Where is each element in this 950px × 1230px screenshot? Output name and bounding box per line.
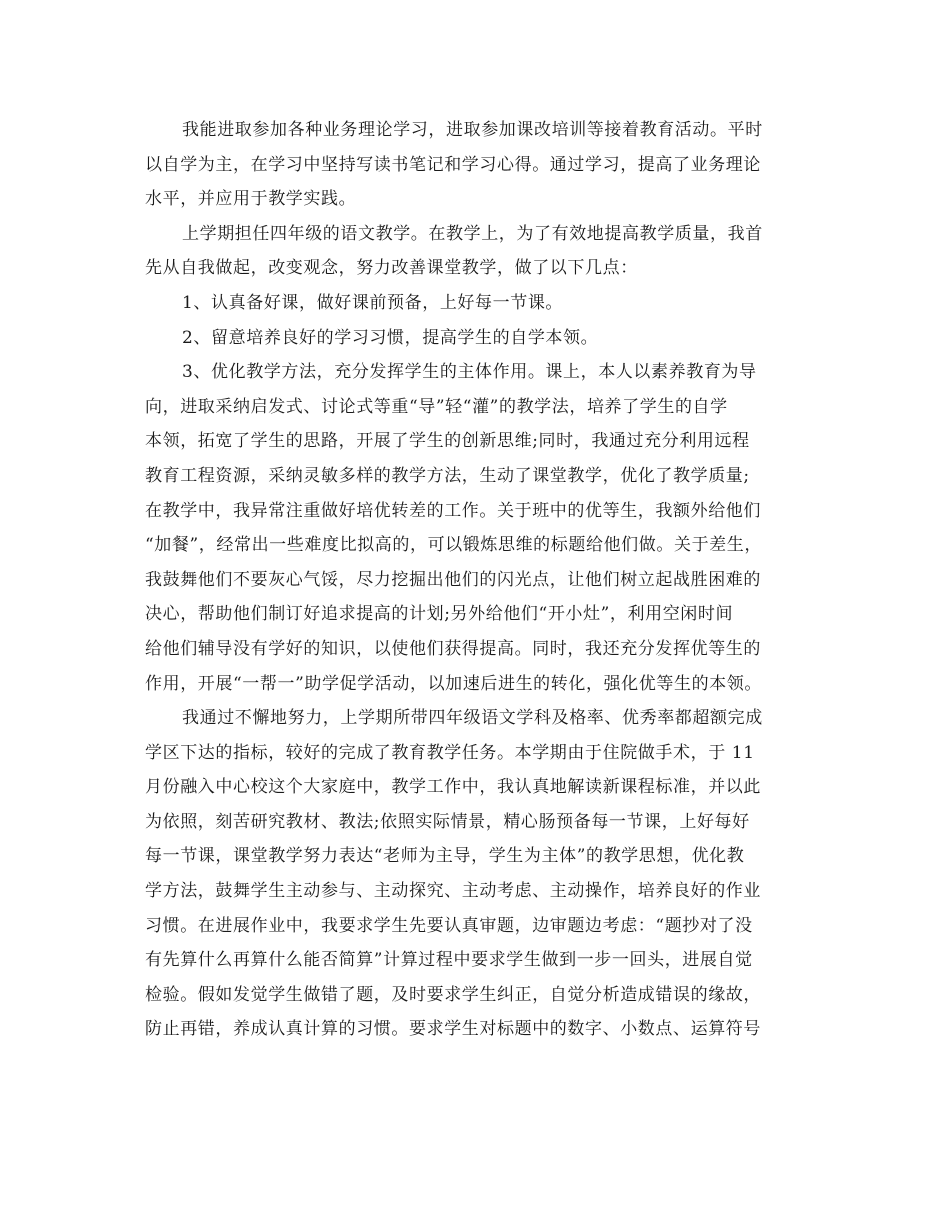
text-line: 学区下达的指标，较好的完成了教育教学任务。本学期由于住院做手术，于 11 (145, 742, 755, 763)
text-line: 1、认真备好课，做好课前预备，上好每一节课。 (182, 292, 564, 313)
text-line: 给他们辅导没有学好的知识，以使他们获得提高。同时，我还充分发挥优等生的 (145, 638, 761, 659)
text-line: 决心，帮助他们制订好追求提高的计划;另外给他们“开小灶”，利用空闲时间 (145, 604, 734, 625)
text-line: 习惯。在进展作业中，我要求学生先要认真审题，边审题边考虑：“题抄对了没 (145, 915, 753, 936)
text-line: 月份融入中心校这个大家庭中，教学工作中，我认真地解读新课程标准，并以此 (145, 777, 761, 798)
text-line: 向，进取采纳启发式、讨论式等重“导”轻“灌”的教学法，培养了学生的自学 (145, 396, 728, 417)
text-line: 作用，开展“一帮一”助学促学活动，以加速后进生的转化，强化优等生的本领。 (145, 673, 762, 694)
text-line: 教育工程资源，采纳灵敏多样的教学方法，生动了课堂教学，优化了教学质量; (145, 465, 750, 486)
text-line: 有先算什么再算什么能否简算”计算过程中要求学生做到一步一回头，进展自觉 (145, 950, 753, 971)
text-line: 本领，拓宽了学生的思路，开展了学生的创新思维;同时，我通过充分利用远程 (145, 431, 750, 452)
text-line: 2、留意培养良好的学习习惯，提高学生的自学本领。 (182, 327, 599, 348)
text-line: 3、优化教学方法，充分发挥学生的主体作用。课上，本人以素养教育为导 (182, 362, 757, 383)
text-line: 检验。假如发觉学生做错了题，及时要求学生纠正，自觉分析造成错误的缘故， (145, 984, 761, 1005)
document-body (145, 113, 810, 1047)
text-line: 每一节课，课堂教学努力表达“老师为主导，学生为主体”的教学思想，优化教 (145, 846, 745, 867)
text-line: 我鼓舞他们不要灰心气馁，尽力挖掘出他们的闪光点，让他们树立起战胜困难的 (145, 569, 761, 590)
text-line: 在教学中，我异常注重做好培优转差的工作。关于班中的优等生，我额外给他们 (145, 500, 761, 521)
text-line: 以自学为主，在学习中坚持写读书笔记和学习心得。通过学习，提高了业务理论 (145, 154, 761, 175)
text-line: 为依照，刻苦研究教材、教法;依照实际情景，精心肠预备每一节课，上好每好 (145, 811, 750, 832)
text-line: 水平，并应用于教学实践。 (145, 189, 357, 210)
text-line: 上学期担任四年级的语文教学。在教学上，为了有效地提高教学质量，我首 (182, 223, 763, 244)
text-line: 学方法，鼓舞学生主动参与、主动探究、主动考虑、主动操作，培养良好的作业 (145, 881, 761, 902)
text-line: 先从自我做起，改变观念，努力改善课堂教学，做了以下几点： (145, 258, 638, 279)
text-line: 防止再错，养成认真计算的习惯。要求学生对标题中的数字、小数点、运算符号 (145, 1019, 761, 1040)
text-line: “加餐”，经常出一些难度比拟高的，可以锻炼思维的标题给他们做。关于差生， (145, 535, 762, 556)
text-line: 我能进取参加各种业务理论学习，进取参加课改培训等接着教育活动。平时 (182, 120, 763, 140)
text-line: 我通过不懈地努力，上学期所带四年级语文学科及格率、优秀率都超额完成 (182, 708, 763, 729)
